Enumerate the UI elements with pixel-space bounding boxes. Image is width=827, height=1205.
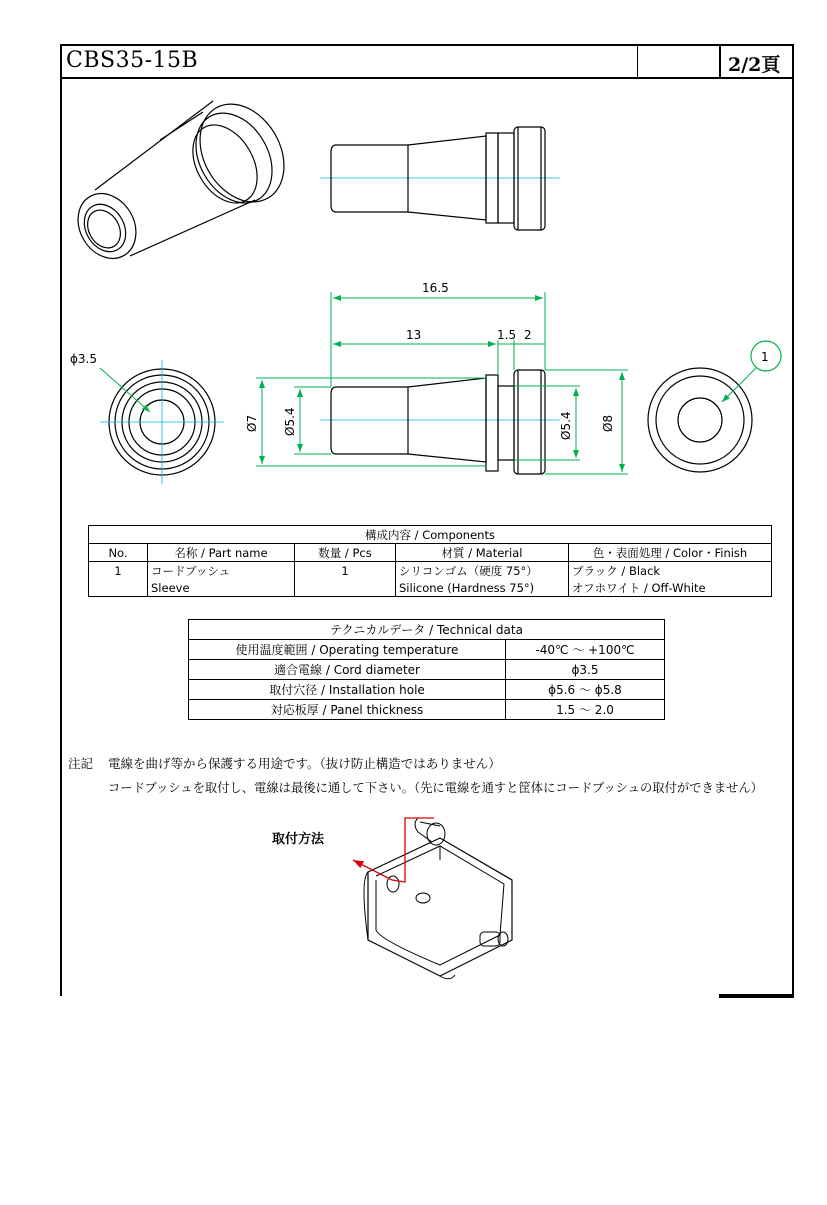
empty-cell [295,579,396,597]
installation-illustration [364,818,512,979]
table-row [89,562,772,580]
row-color-2: オフホワイト / Off-White [569,579,772,597]
isometric-view [67,89,301,269]
inner-dia-dim: Ø5.4 [283,407,297,436]
tech-label: 対応板厚 / Panel thickness [189,700,506,720]
page-number: 2/2頁 [728,54,781,76]
row-name-jp: コードブッシュ [148,562,295,580]
col-header-material: 材質 / Material [396,544,569,562]
col-header-color: 色・表面処理 / Color・Finish [569,544,772,562]
notes-label: 注記 [68,756,94,771]
tech-label: 取付穴径 / Installation hole [189,680,506,700]
tech-value: ϕ5.6 〜 ϕ5.8 [506,680,665,700]
row-material-jp: シリコンゴム（硬度 75°） [396,562,569,580]
flange-width-dim: 2 [524,328,532,342]
row-no: 1 [89,562,148,580]
technical-caption: テクニカルデータ / Technical data [189,620,665,640]
tech-label: 使用温度範囲 / Operating temperature [189,640,506,660]
cord-dia-label: ϕ3.5 [70,352,97,366]
groove-width-dim: 1.5 [497,328,517,342]
row-name-en: Sleeve [148,579,295,597]
overall-length-dim: 16.5 [422,281,449,295]
table-row [189,680,665,700]
drawing-title: CBS35-15B [66,48,199,73]
tech-value: -40℃ 〜 +100℃ [506,640,665,660]
col-header-pcs: 数量 / Pcs [295,544,396,562]
components-caption: 構成内容 / Components [89,526,772,544]
end-view-left [100,360,224,484]
components-table [88,525,772,597]
technical-data-table [188,619,665,720]
notes-line-2: コードブッシュを取付し、電線は最後に通して下さい。（先に電線を通すと筐体にコードブッシュの取付ができません） [108,781,763,795]
table-row [189,700,665,720]
row-color-1: ブラック / Black [569,562,772,580]
tech-value: ϕ3.5 [506,660,665,680]
part-balloon: 1 [761,350,769,364]
table-row [189,660,665,680]
row-pcs: 1 [295,562,396,580]
groove-dia-dim: Ø5.4 [559,411,573,440]
body-length-dim: 13 [406,328,422,342]
notes-line-1: 電線を曲げ等から保護する用途です。（抜け防止構造ではありません） [108,756,501,771]
col-header-no: No. [89,544,148,562]
col-header-name: 名称 / Part name [148,544,295,562]
tech-label: 適合電線 / Cord diameter [189,660,506,680]
side-view-top [320,127,560,230]
flange-dia-dim: Ø8 [601,414,615,432]
install-arrow [353,818,434,882]
row-material-en: Silicone (Hardness 75°) [396,579,569,597]
outer-dia-dim: Ø7 [245,414,259,432]
table-row [189,640,665,660]
empty-cell [89,579,148,597]
install-title: 取付方法 [272,832,325,847]
tech-value: 1.5 〜 2.0 [506,700,665,720]
table-row [89,579,772,597]
